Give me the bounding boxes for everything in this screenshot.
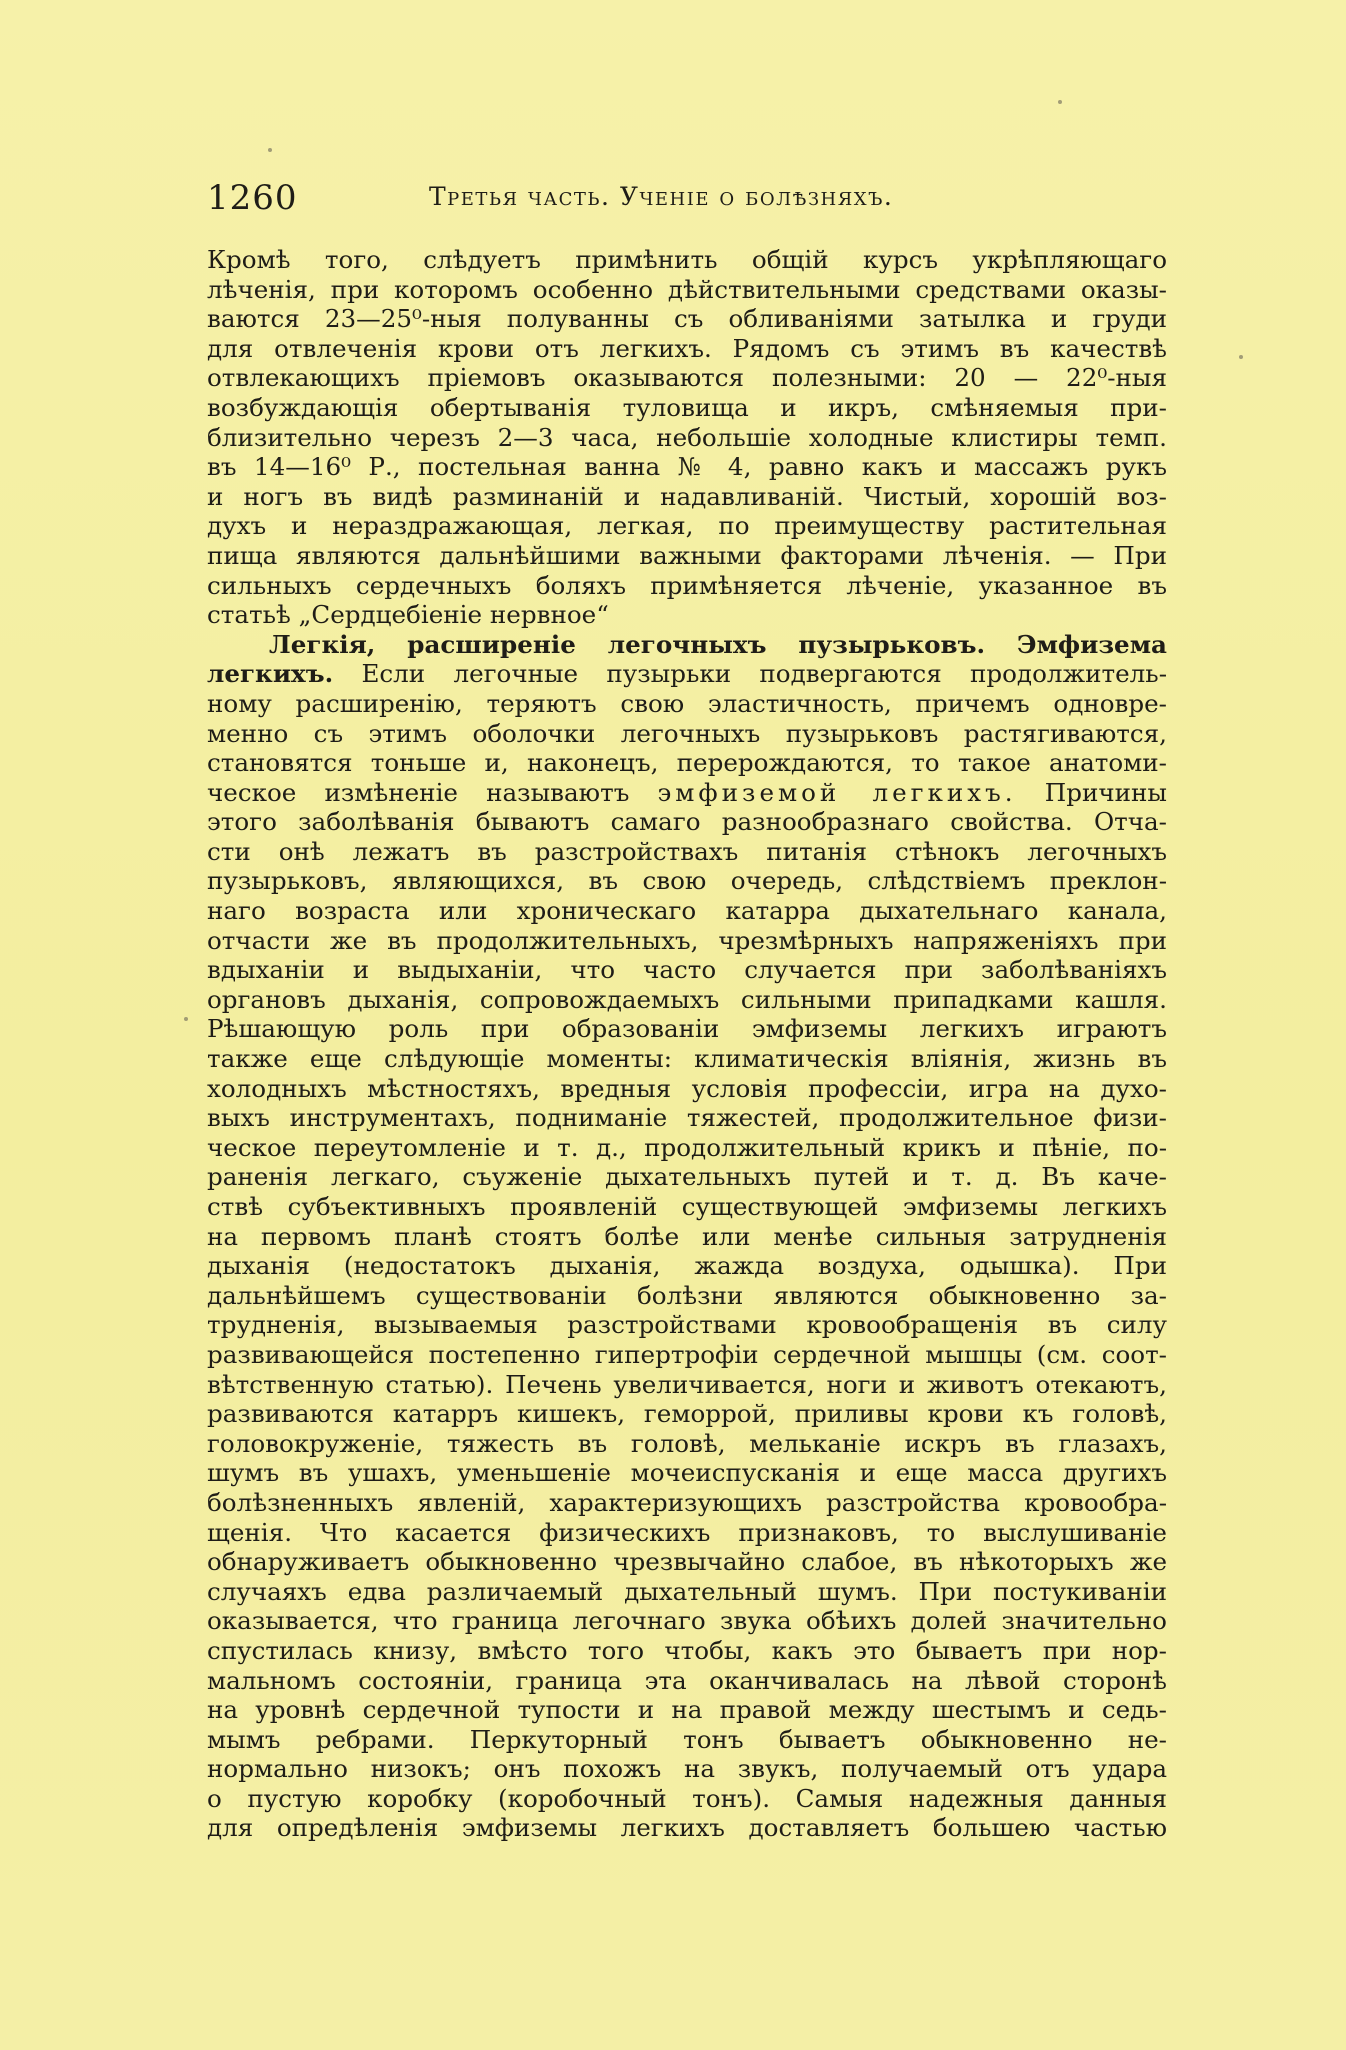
running-title: Третья часть. Ученіе о болѣзняхъ. — [429, 182, 894, 211]
text-line: сильныхъ сердечныхъ боляхъ примѣняется лѣченіе, указанное въ — [207, 570, 1167, 600]
text-line: дыханія (недостатокъ дыханія, жажда воздуха, одышка). При — [207, 1251, 1167, 1281]
text-line: менно съ этимъ оболочки легочныхъ пузырьковъ растягиваются, — [207, 718, 1167, 748]
text-line: нормально низокъ; онъ похожъ на звукъ, получаемый отъ удара — [207, 1754, 1167, 1784]
text-line: вѣтственную статью). Печень увеличивается, ноги и животъ отекаютъ, — [207, 1369, 1167, 1399]
term-line — [207, 778, 1167, 808]
text-line: на уровнѣ сердечной тупости и на правой между шестымъ и седь- — [207, 1695, 1167, 1725]
text-line: вдыханіи и выдыханіи, что часто случается при заболѣваніяхъ — [207, 955, 1167, 985]
section-heading: Легкія, расширеніе легочныхъ пузырьковъ. Эмфизема — [269, 629, 1167, 659]
text-line: для отвлеченія крови отъ легкихъ. Рядомъ съ этимъ въ качествѣ — [207, 333, 1167, 363]
paper-speck — [184, 1017, 188, 1021]
text-line: отвлекающихъ пріемовъ оказываются полезными: 20 — 22⁰-ныя — [207, 363, 1167, 393]
text-line: сти онѣ лежатъ въ разстройствахъ питанія стѣнокъ легочныхъ — [207, 836, 1167, 866]
text-line: пузырьковъ, являющихся, въ свою очередь, слѣдствіемъ преклон- — [207, 866, 1167, 896]
paper-speck — [1239, 355, 1243, 359]
text-line: о пустую коробку (коробочный тонъ). Самыя надежныя данныя — [207, 1783, 1167, 1813]
text-line: близительно черезъ 2—3 часа, небольшіе холодные клистиры темп. — [207, 422, 1167, 452]
text-line: щенія. Что касается физическихъ признаковъ, то выслушиваніе — [207, 1517, 1167, 1547]
text-line: мымъ ребрами. Перкуторный тонъ бываетъ обыкновенно не- — [207, 1724, 1167, 1754]
text-line: органовъ дыханія, сопровождаемыхъ сильными припадками кашля. — [207, 984, 1167, 1014]
section-heading-end: легкихъ. — [207, 659, 334, 689]
text-line: ческое переутомленіе и т. д., продолжительный крикъ и пѣніе, по- — [207, 1132, 1167, 1162]
text-line: шумъ въ ушахъ, уменьшеніе мочеиспусканія и еще масса другихъ — [207, 1458, 1167, 1488]
defined-term: эмфиземой легкихъ. — [657, 777, 1017, 807]
text-line: выхъ инструментахъ, подниманіе тяжестей, продолжительное физи- — [207, 1103, 1167, 1133]
text-line: Рѣшающую роль при образованіи эмфиземы легкихъ играютъ — [207, 1014, 1167, 1044]
paper-speck — [268, 148, 272, 152]
page-header — [207, 178, 1167, 226]
text-line: для опредѣленія эмфиземы легкихъ доставляетъ большею частью — [207, 1813, 1167, 1843]
text-line: отчасти же въ продолжительныхъ, чрезмѣрныхъ напряженіяхъ при — [207, 925, 1167, 955]
text-line: оказывается, что граница легочнаго звука обѣихъ долей значительно — [207, 1606, 1167, 1636]
page-number: 1260 — [207, 178, 298, 218]
text-line: головокруженіе, тяжесть въ головѣ, мельканіе искръ въ глазахъ, — [207, 1428, 1167, 1458]
text-line: статьѣ „Сердцебіеніе нервное“ — [207, 600, 609, 630]
text-line: въ 14—16⁰ Р., постельная ванна № 4, равно какъ и массажъ рукъ — [207, 452, 1167, 482]
text-line: холодныхъ мѣстностяхъ, вредныя условія профессіи, игра на духо- — [207, 1073, 1167, 1103]
paper-speck — [1058, 100, 1062, 104]
text-line: обнаруживаетъ обыкновенно чрезвычайно слабое, въ нѣкоторыхъ же — [207, 1547, 1167, 1577]
term-suffix: Причины — [1044, 777, 1167, 807]
text-line: развиваются катарръ кишекъ, геморрой, приливы крови къ головѣ, — [207, 1399, 1167, 1429]
text-line: болѣзненныхъ явленій, характеризующихъ разстройства кровообра- — [207, 1487, 1167, 1517]
section-heading-continuation — [207, 659, 1167, 689]
text-line: мальномъ состояніи, граница эта оканчивалась на лѣвой сторонѣ — [207, 1665, 1167, 1695]
text-line: ваются 23—25⁰-ныя полуванны съ обливаніями затылка и груди — [207, 304, 1167, 334]
text-line: становятся тоньше и, наконецъ, перерождаются, то такое анатоми- — [207, 748, 1167, 778]
text-line: случаяхъ едва различаемый дыхательный шумъ. При постукиваніи — [207, 1576, 1167, 1606]
text-line: наго возраста или хроническаго катарра дыхательнаго канала, — [207, 896, 1167, 926]
body-text — [207, 245, 1167, 1843]
text-line: развивающейся постепенно гипертрофіи сердечной мышцы (см. соот- — [207, 1339, 1167, 1369]
text-line: на первомъ планѣ стоятъ болѣе или менѣе сильныя затрудненія — [207, 1221, 1167, 1251]
text-line: и ногъ въ видѣ разминаній и надавливаній. Чистый, хорошій воз- — [207, 481, 1167, 511]
text-line: Кромѣ того, слѣдуетъ примѣнить общій курсъ укрѣпляющаго — [207, 245, 1167, 274]
text-line: пища являются дальнѣйшими важными факторами лѣченія. — При — [207, 540, 1167, 570]
text-line: этого заболѣванія бываютъ самаго разнообразнаго свойства. Отча- — [207, 807, 1167, 837]
text-line: дальнѣйшемъ существованіи болѣзни являются обыкновенно за- — [207, 1280, 1167, 1310]
text-line: лѣченія, при которомъ особенно дѣйствительными средствами оказы- — [207, 274, 1167, 304]
text-line: спустилась книзу, вмѣсто того чтобы, какъ это бываетъ при нор- — [207, 1635, 1167, 1665]
text-line: также еще слѣдующіе моменты: климатическія вліянія, жизнь въ — [207, 1044, 1167, 1074]
text-line: духъ и нераздражающая, легкая, по преимуществу растительная — [207, 511, 1167, 541]
text-line: трудненія, вызываемыя разстройствами кровообращенія въ силу — [207, 1310, 1167, 1340]
text-line: возбуждающія обертыванія туловища и икръ, смѣняемыя при- — [207, 392, 1167, 422]
text-line: ствѣ субъективныхъ проявленій существующей эмфиземы легкихъ — [207, 1192, 1167, 1221]
text-line: раненія легкаго, съуженіе дыхательныхъ путей и т. д. Въ каче- — [207, 1162, 1167, 1192]
section-text: Если легочные пузырьки подвергаются продолжитель- — [361, 659, 1167, 689]
text-line: ному расширенію, теряютъ свою эластичность, причемъ одновре- — [207, 688, 1167, 718]
term-prefix: ческое измѣненіе называютъ — [207, 777, 630, 807]
